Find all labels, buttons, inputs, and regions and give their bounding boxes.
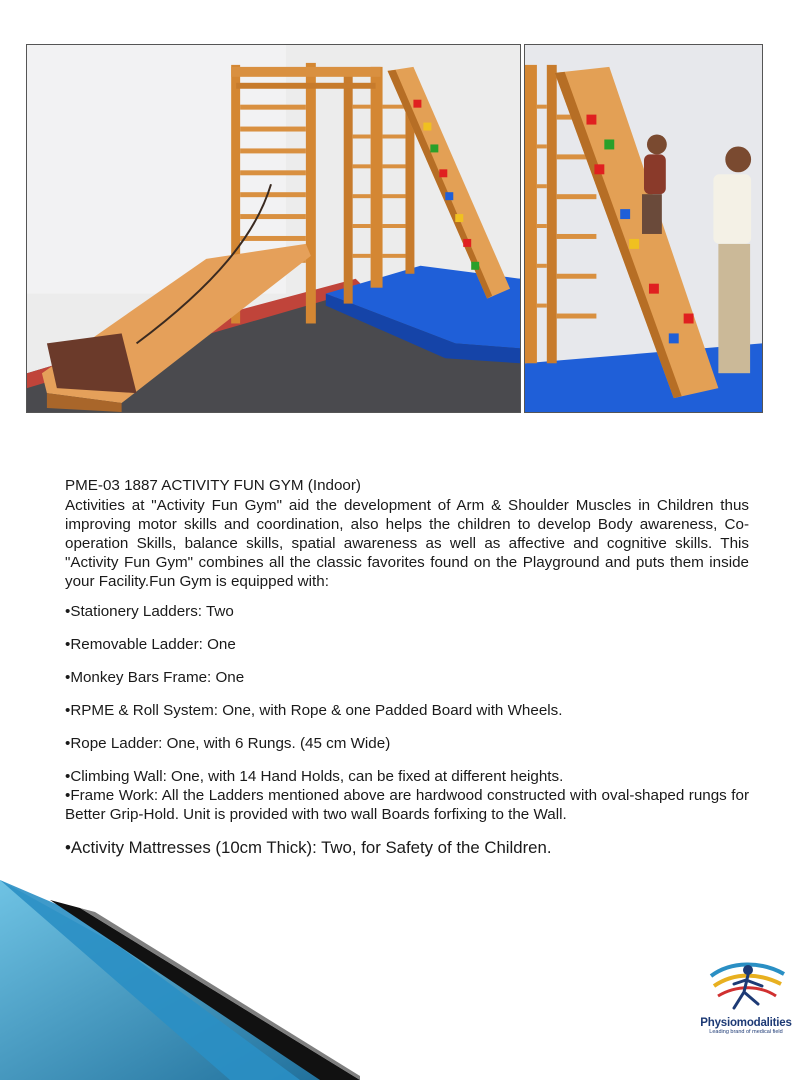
- feature-item: •Frame Work: All the Ladders mentioned above are hardwood constructed with oval-shaped rungs for Better Grip-Hold. Unit is provided with two wall Boards forfixing to the Wall.: [65, 787, 749, 823]
- runner-logo-icon: [706, 956, 786, 1016]
- product-description: [65, 476, 749, 858]
- climbing-wall-illustration: [525, 45, 762, 412]
- feature-item: •Stationery Ladders: Two: [65, 603, 234, 620]
- product-photo-climbing-wall: [524, 44, 763, 413]
- feature-item: •Rope Ladder: One, with 6 Rungs. (45 cm Wide): [65, 735, 391, 752]
- gym-frame-illustration: [27, 45, 520, 412]
- feature-item: •Climbing Wall: One, with 14 Hand Holds, can be fixed at different heights.: [65, 768, 564, 785]
- brand-name: Physiomodalities: [700, 1017, 792, 1029]
- brand-logo: [696, 956, 796, 1056]
- feature-item: •Activity Mattresses (10cm Thick): Two, for Safety of the Children.: [65, 838, 552, 857]
- corner-swoosh-decoration: [0, 880, 360, 1080]
- brand-tagline: Leading brand of medical field: [709, 1029, 783, 1035]
- product-intro: Activities at "Activity Fun Gym" aid the development of Arm & Shoulder Muscles in Children thus improving motor skills and coordination, also helps the children to develop Body awareness, Co-operation Skills, balance skills, spatial awareness as well as affective and cognitive skills. This "Activity Fun Gym" combines all the classic favorites found on the Playground and puts them inside your Facility.Fun Gym is equipped with:: [65, 497, 749, 590]
- feature-item: •RPME & Roll System: One, with Rope & one Padded Board with Wheels.: [65, 702, 563, 719]
- feature-item: •Removable Ladder: One: [65, 636, 236, 653]
- feature-item: •Monkey Bars Frame: One: [65, 669, 245, 686]
- product-photo-gym-frame: [26, 44, 521, 413]
- product-heading: PME-03 1887 ACTIVITY FUN GYM (Indoor): [65, 477, 361, 494]
